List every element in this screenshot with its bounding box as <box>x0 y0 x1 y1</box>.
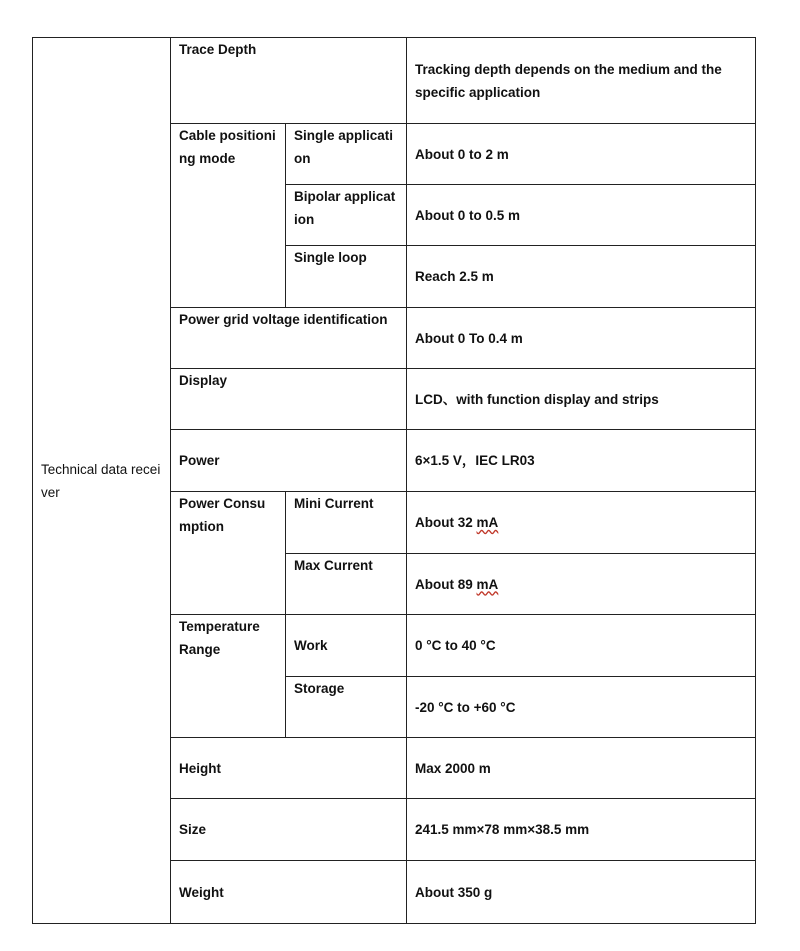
trace-depth-value: Tracking depth depends on the medium and the specific application <box>407 38 756 124</box>
mini-current-label: Mini Current <box>286 492 407 554</box>
max-current-number: About 89 <box>415 576 473 592</box>
power-grid-value: About 0 To 0.4 m <box>407 308 756 369</box>
cable-positioning-label: Cable positioning mode <box>171 124 286 308</box>
bipolar-application-value: About 0 to 0.5 m <box>407 185 756 246</box>
display-value: LCD、with function display and strips <box>407 369 756 430</box>
trace-depth-label: Trace Depth <box>171 38 407 124</box>
mini-current-unit: mA <box>476 515 499 530</box>
power-value: 6×1.5 V，IEC LR03 <box>407 430 756 492</box>
single-loop-label: Single loop <box>286 246 407 308</box>
spec-table <box>32 37 756 924</box>
weight-label: Weight <box>171 861 407 924</box>
temperature-label: Temperature Range <box>171 615 286 738</box>
row-trace-depth <box>33 38 756 124</box>
single-application-value: About 0 to 2 m <box>407 124 756 185</box>
height-value: Max 2000 m <box>407 738 756 799</box>
power-label: Power <box>171 430 407 492</box>
single-application-label: Single application <box>286 124 407 185</box>
max-current-label: Max Current <box>286 554 407 615</box>
storage-label: Storage <box>286 677 407 738</box>
storage-value: -20 °C to +60 °C <box>407 677 756 738</box>
size-label: Size <box>171 799 407 861</box>
single-loop-value: Reach 2.5 m <box>407 246 756 308</box>
receiver-label: Technical data receiver <box>33 38 171 924</box>
work-label: Work <box>286 615 407 677</box>
bipolar-application-label: Bipolar application <box>286 185 407 246</box>
mini-current-value <box>407 492 756 554</box>
work-value: 0 °C to 40 °C <box>407 615 756 677</box>
max-current-value <box>407 554 756 615</box>
height-label: Height <box>171 738 407 799</box>
power-consumption-label: Power Consumption <box>171 492 286 615</box>
mini-current-number: About 32 <box>415 515 473 530</box>
display-label: Display <box>171 369 407 430</box>
size-value: 241.5 mm×78 mm×38.5 mm <box>407 799 756 861</box>
weight-value: About 350 g <box>407 861 756 924</box>
max-current-unit: mA <box>476 576 499 592</box>
power-grid-label: Power grid voltage identification <box>171 308 407 369</box>
